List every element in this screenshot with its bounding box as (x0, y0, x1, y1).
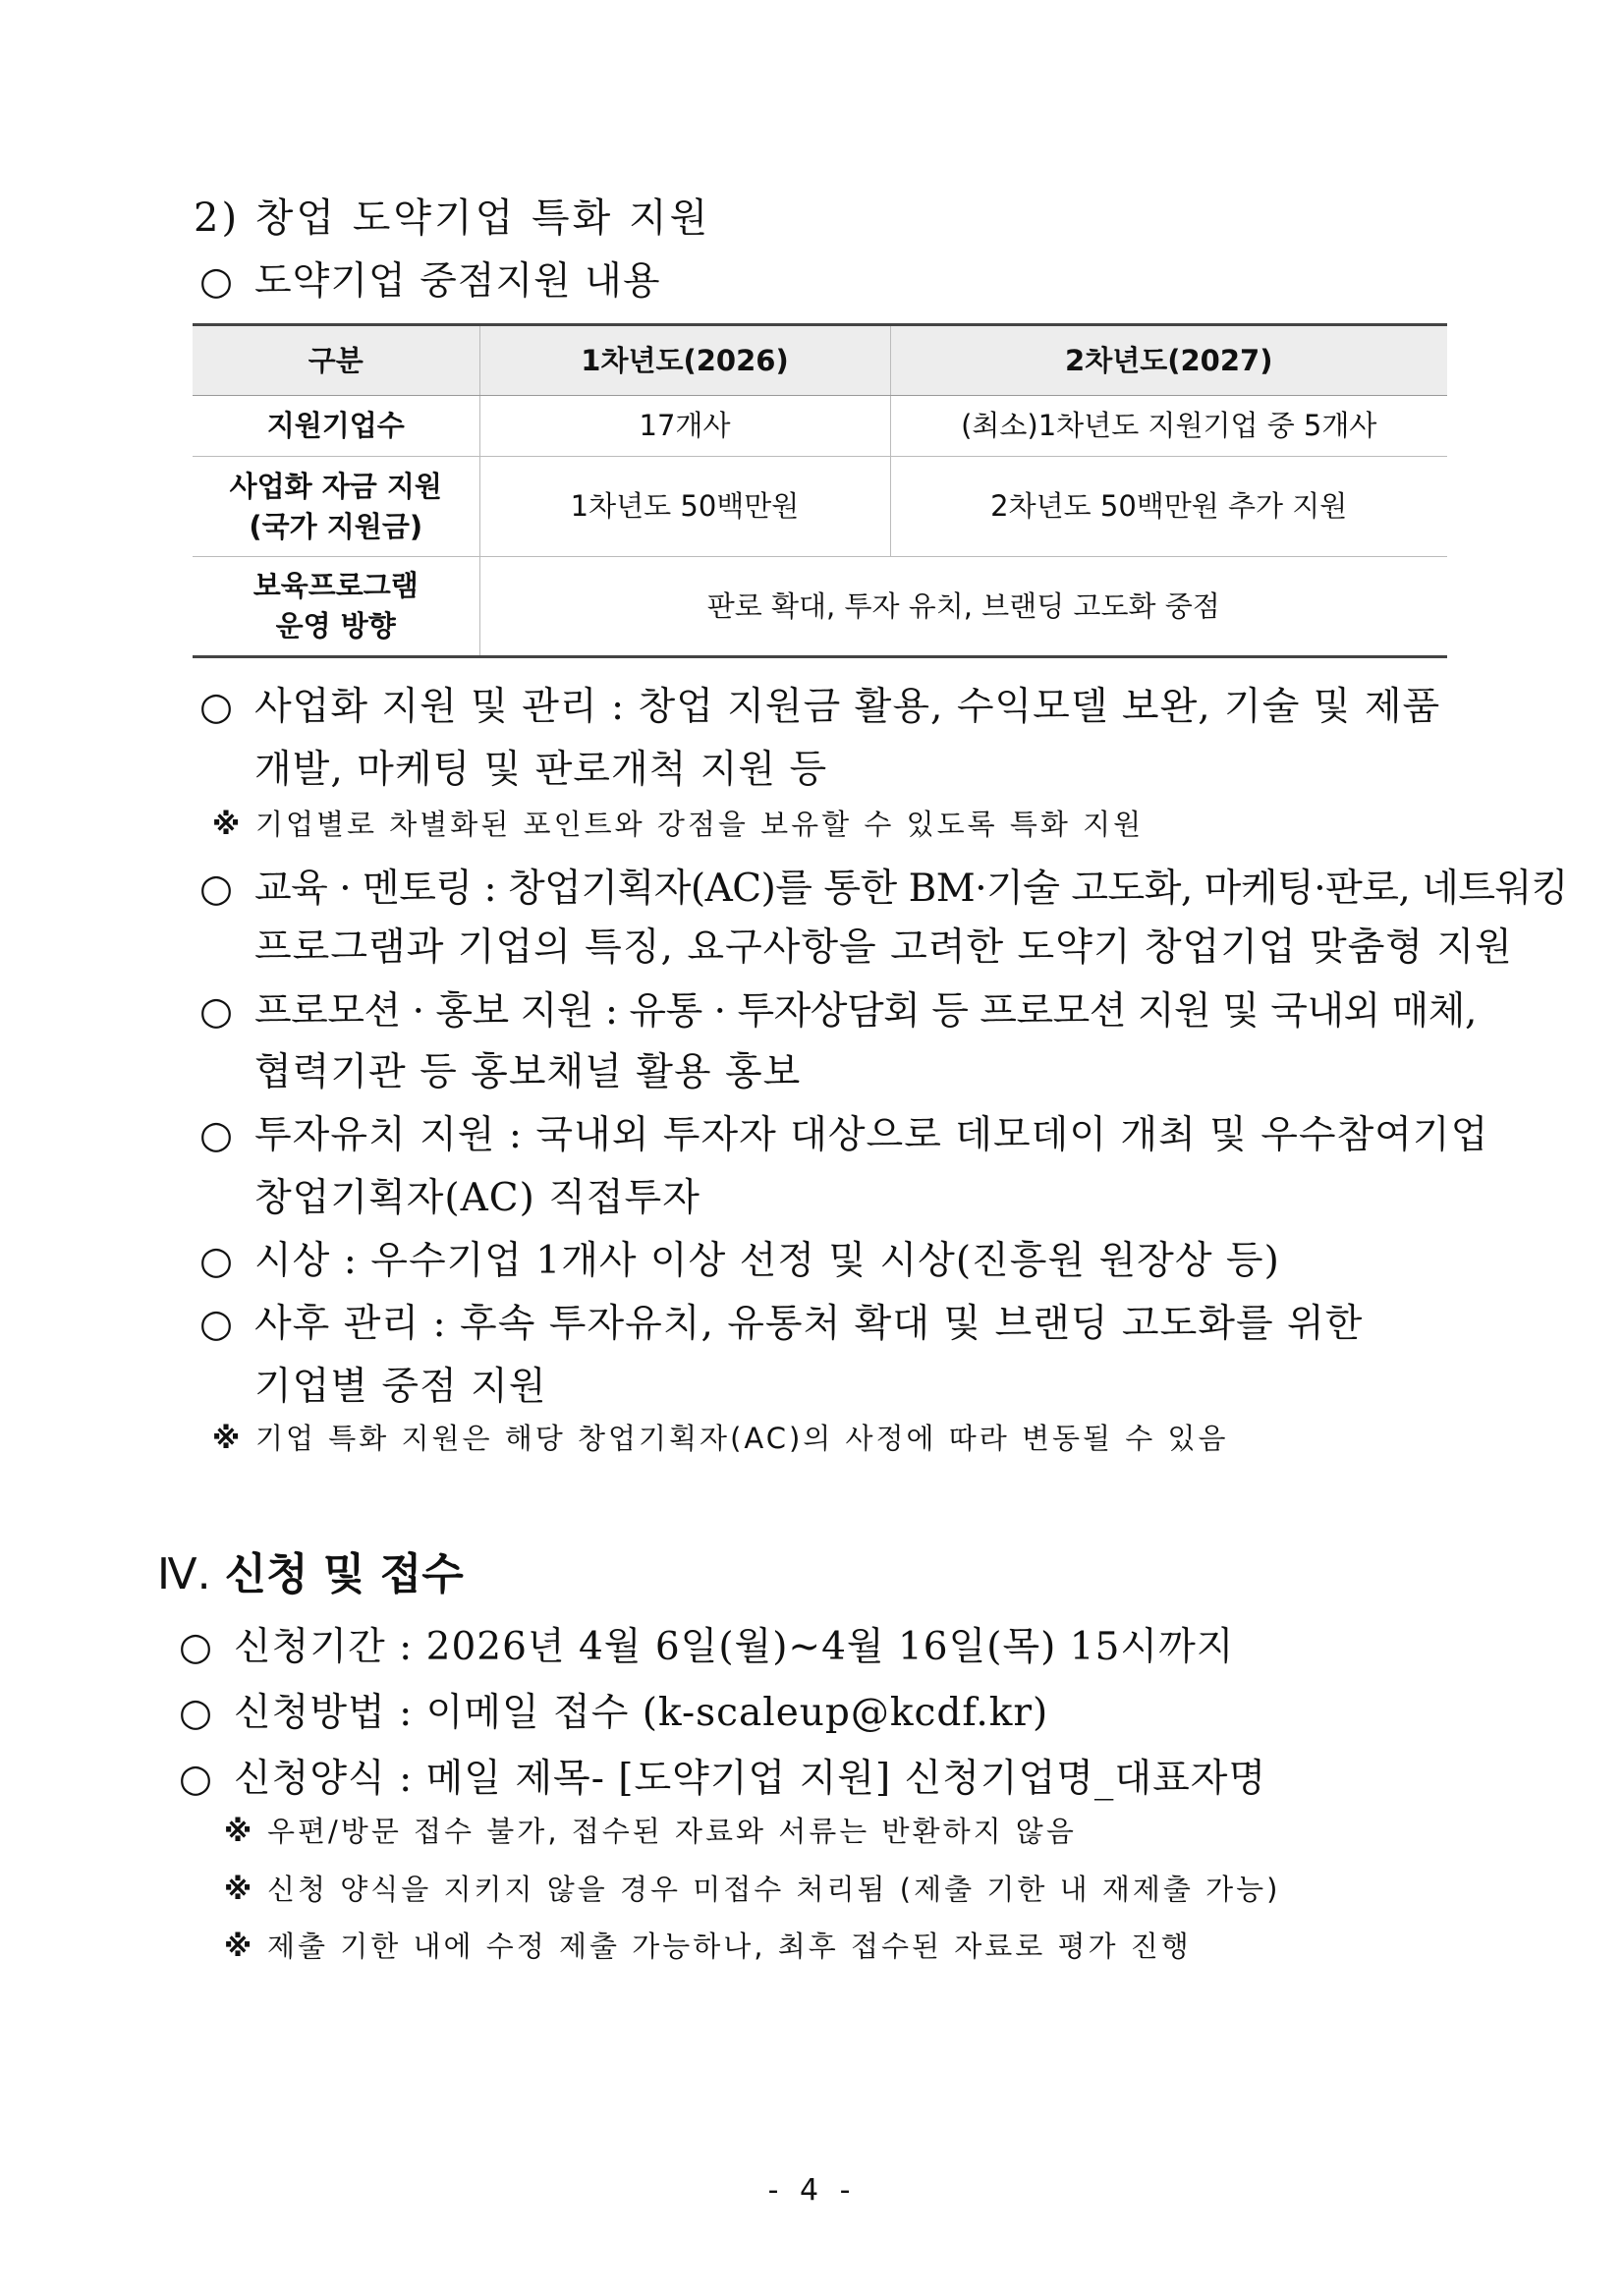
table-cell: 판로 확대, 투자 유치, 브랜딩 고도화 중점 (479, 557, 1447, 657)
bullet-item (199, 858, 1568, 913)
row-label-line: 운영 방향 (275, 609, 396, 643)
note-text: 기업별로 차별화된 포인트와 강점을 보유할 수 있도록 특화 지원 (255, 808, 1145, 841)
note-mark: ※ (224, 1873, 255, 1906)
header-year1: 1차년도(2026) (479, 325, 890, 396)
section-numeral: Ⅳ. (157, 1549, 211, 1599)
table-cell: 2차년도 50백만원 추가 지원 (890, 457, 1447, 557)
note-text: 우편/방문 접수 불가, 접수된 자료와 서류는 반환하지 않음 (267, 1815, 1077, 1848)
intro-line (199, 251, 661, 306)
table-header-row (193, 325, 1447, 396)
support-table (193, 323, 1447, 658)
row-label: 지원기업수 (193, 396, 479, 457)
bullet-mark: ○ (199, 1239, 235, 1283)
bullet-continuation: 기업별 중점 지원 (254, 1365, 547, 1409)
bullet-item (199, 980, 1477, 1036)
note-item (224, 1925, 1192, 1965)
note-mark: ※ (212, 1422, 244, 1455)
table-row (193, 557, 1447, 657)
bullet-mark: ○ (199, 1302, 235, 1346)
note-mark: ※ (212, 808, 244, 841)
bullet-text: 교육 · 멘토링 : 창업기획자(AC)를 통한 BM·기술 고도화, 마케팅·판로, 네트워킹 (254, 867, 1568, 911)
header-category: 구분 (193, 325, 479, 396)
bullet-continuation: 협력기관 등 홍보채널 활용 홍보 (254, 1050, 802, 1094)
bullet-item (199, 1293, 1363, 1348)
section-heading: 2) 창업 도약기업 특화 지원 (194, 196, 711, 241)
application-item (179, 1682, 1048, 1737)
bullet-mark: ○ (179, 1625, 214, 1669)
intro-text: 도약기업 중점지원 내용 (254, 259, 661, 304)
bullet-item (199, 1230, 1280, 1285)
bullet-item (199, 1104, 1488, 1159)
bullet-mark: ○ (179, 1757, 214, 1801)
page-number: - 4 - (767, 2173, 857, 2208)
bullet-text: 시상 : 우수기업 1개사 이상 선정 및 시상(진흥원 원장상 등) (254, 1239, 1280, 1283)
row-label-line: (국가 지원금) (249, 509, 423, 543)
table-row (193, 396, 1447, 457)
bullet-text: 투자유치 지원 : 국내외 투자자 대상으로 데모데이 개최 및 우수참여기업 (254, 1113, 1489, 1157)
table-row (193, 457, 1447, 557)
bullet-text: 사후 관리 : 후속 투자유치, 유통처 확대 및 브랜딩 고도화를 위한 (254, 1302, 1364, 1346)
application-item (179, 1748, 1266, 1803)
bullet-text: 프로모션 · 홍보 지원 : 유통 · 투자상담회 등 프로모션 지원 및 국내외 매체, (254, 989, 1477, 1034)
bullet-text: 사업화 지원 및 관리 : 창업 지원금 활용, 수익모델 보완, 기술 및 제품 (254, 685, 1441, 729)
section-title-text: 신청 및 접수 (224, 1549, 464, 1599)
note-mark: ※ (224, 1815, 255, 1848)
note-item (212, 1417, 1229, 1457)
bullet-continuation: 프로그램과 기업의 특징, 요구사항을 고려한 도약기 창업기업 맞춤형 지원 (254, 925, 1513, 970)
application-item (179, 1616, 1234, 1671)
bullet-mark: ○ (199, 1113, 235, 1157)
note-item (224, 1810, 1077, 1850)
application-text: 신청기간 : 2026년 4월 6일(월)~4월 16일(목) 15시까지 (234, 1625, 1235, 1669)
application-text: 신청방법 : 이메일 접수 (k-scaleup@kcdf.kr) (234, 1691, 1049, 1735)
bullet-mark: ○ (199, 989, 235, 1034)
bullet-continuation: 창업기획자(AC) 직접투자 (254, 1176, 700, 1220)
note-text: 제출 기한 내에 수정 제출 가능하나, 최후 접수된 자료로 평가 진행 (267, 1930, 1192, 1963)
bullet-mark: ○ (199, 867, 235, 911)
header-year2: 2차년도(2027) (890, 325, 1447, 396)
table-cell: (최소)1차년도 지원기업 중 5개사 (890, 396, 1447, 457)
bullet-item (199, 676, 1440, 731)
row-label-line: 사업화 자금 지원 (229, 469, 442, 503)
application-text: 신청양식 : 메일 제목- [도약기업 지원] 신청기업명_대표자명 (234, 1757, 1267, 1801)
note-text: 신청 양식을 지키지 않을 경우 미접수 처리됨 (제출 기한 내 재제출 가능) (267, 1873, 1281, 1906)
bullet-mark: ○ (199, 685, 235, 729)
note-item (212, 803, 1144, 843)
row-label-line: 보육프로그램 (252, 569, 419, 603)
section-title (157, 1539, 464, 1601)
note-item (224, 1868, 1280, 1908)
bullet-mark: ○ (179, 1691, 214, 1735)
note-mark: ※ (224, 1930, 255, 1963)
row-label (193, 557, 479, 657)
row-label (193, 457, 479, 557)
bullet-mark: ○ (199, 259, 235, 304)
table-cell: 1차년도 50백만원 (479, 457, 890, 557)
table-cell: 17개사 (479, 396, 890, 457)
note-text: 기업 특화 지원은 해당 창업기획자(AC)의 사정에 따라 변동될 수 있음 (255, 1422, 1229, 1455)
bullet-continuation: 개발, 마케팅 및 판로개척 지원 등 (254, 748, 828, 792)
